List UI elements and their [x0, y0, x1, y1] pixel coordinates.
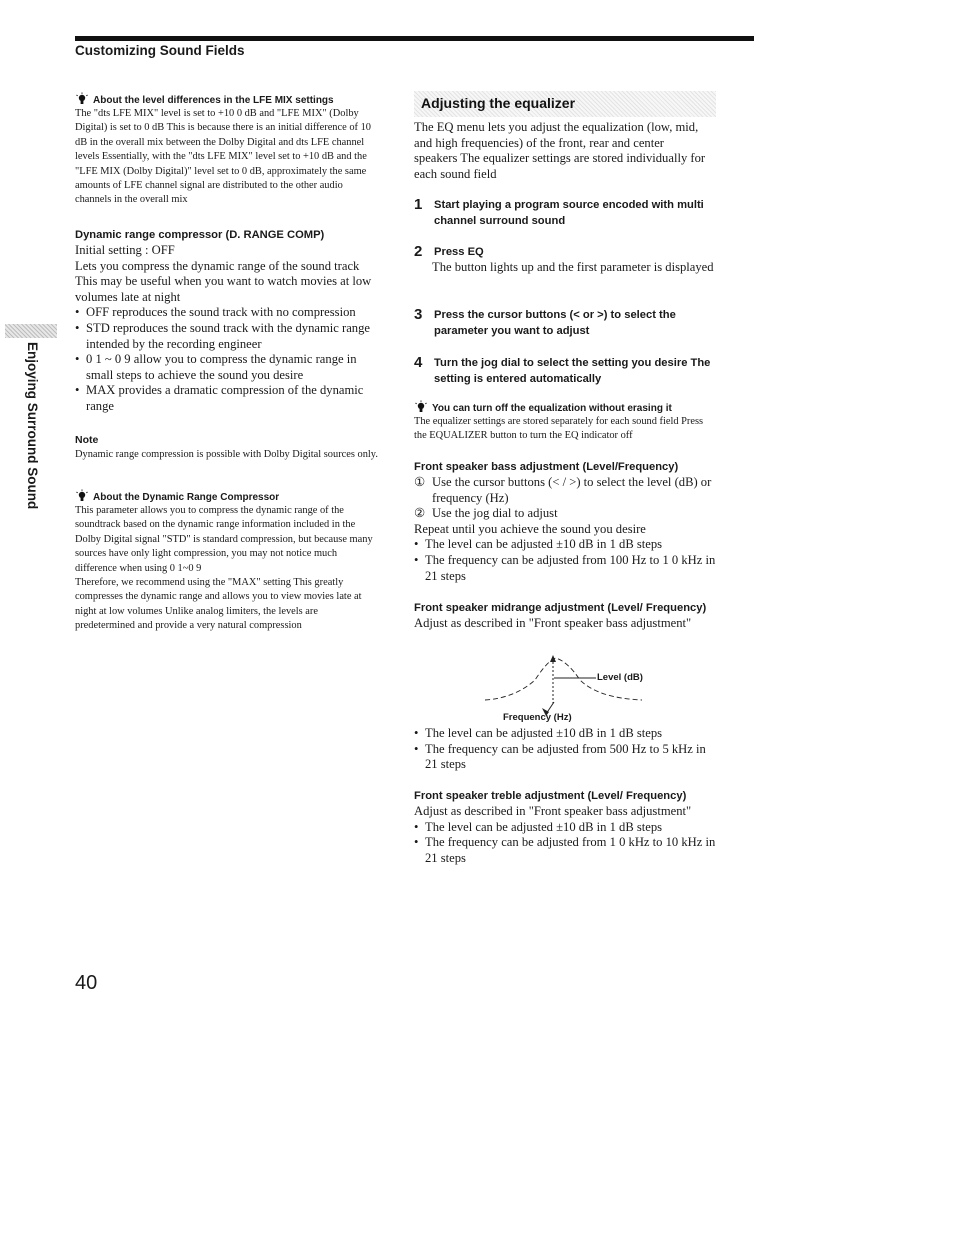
treble-section	[414, 789, 716, 866]
drc-body: Lets you compress the dynamic range of the sound track This may be useful when you want to watch movies at low volumes late at night	[75, 258, 372, 304]
treble-heading: Front speaker treble adjustment (Level/ Frequency)	[414, 790, 687, 802]
mid-heading: Front speaker midrange adjustment (Level/ Frequency)	[414, 602, 707, 614]
note-section	[75, 433, 380, 462]
eq-title-band	[414, 91, 716, 117]
list-item: • MAX provides a dramatic compression of the dynamic range	[75, 383, 364, 413]
note-heading: Note	[75, 434, 99, 446]
list-item: • The frequency can be adjusted from 500 Hz to 5 kHz in 21 steps	[414, 741, 706, 772]
drc-section	[75, 228, 380, 415]
tip-eq	[414, 400, 716, 444]
diagram-frequency-label: Frequency (Hz)	[503, 712, 572, 723]
list-item: • OFF reproduces the sound track with no compression	[75, 305, 356, 320]
side-tab	[25, 342, 42, 510]
tip-title: You can turn off the equalization without erasing it	[432, 403, 672, 414]
bass-repeat: Repeat until you achieve the sound you desire	[414, 521, 646, 536]
tip-body: This parameter allows you to compress the dynamic range of the soundtrack based on the dynamic range information included in the Dolby Digital signal "STD" is standard compression, but because many sources have only light compression, you may not notice much difference when using 0 1~0 9	[75, 505, 373, 574]
list-item: • The level can be adjusted ±10 dB in 1 dB steps	[414, 819, 663, 834]
drc-heading: Dynamic range compressor (D. RANGE COMP)	[75, 229, 325, 241]
list-item: • The level can be adjusted ±10 dB in 1 dB steps	[414, 537, 663, 552]
list-item: ② Use the jog dial to adjust	[414, 506, 558, 521]
side-tab-label: Enjoying Surround Sound	[25, 342, 40, 510]
note-body: Dynamic range compression is possible with Dolby Digital sources only.	[75, 449, 378, 460]
list-item: • The frequency can be adjusted from 1 0 kHz to 10 kHz in 21 steps	[414, 835, 716, 865]
list-item: • STD reproduces the sound track with the dynamic range intended by the recording engineer	[75, 320, 370, 351]
step-2: 2 Press EQ The button lights up and the first parameter is displayed	[414, 243, 714, 274]
section-title: Customizing Sound Fields	[75, 43, 245, 58]
treble-body: Adjust as described in "Front speaker bass adjustment"	[414, 804, 692, 818]
list-item: • The level can be adjusted ±10 dB in 1 dB steps	[414, 726, 663, 740]
drc-initial: Initial setting : OFF	[75, 243, 175, 257]
tip-body: The equalizer settings are stored separately for each sound field Press the EQUALIZER button to turn the EQ indicator off	[414, 416, 704, 442]
tip-body-2: Therefore, we recommend using the "MAX" setting This greatly compresses the dynamic range and allows you to view movies late at night at low volumes Unlike analog limiters, the levels are predetermined and provide a very natural compression	[75, 577, 362, 632]
tip-body: The "dts LFE MIX" level is set to +10 0 dB and "LFE MIX" (Dolby Digital) is set to 0 dB This is because there is an initial difference of 10 dB in the overall mix between the Dolby Digital and dts LFE channel levels Essentially, with the "dts LFE MIX" level set to +10 dB and the "LFE MIX (Dolby Digital)" level set to 0 dB, approximately the same amounts of LFE channel signal are distributed to the other audio channels in the overall mix	[75, 108, 371, 206]
tip-drc	[75, 489, 380, 634]
mid-section	[414, 601, 716, 632]
page-number: 40	[75, 972, 98, 994]
bass-heading: Front speaker bass adjustment (Level/Frequency)	[414, 461, 679, 473]
list-item: • The frequency can be adjusted from 100 Hz to 1 0 kHz in 21 steps	[414, 552, 716, 583]
bass-section	[414, 460, 716, 584]
eq-intro: The EQ menu lets you adjust the equalization (low, mid, and high frequencies) of the front, rear and center speakers The equalizer settings are stored individually for each sound field	[414, 120, 706, 181]
mid-body: Adjust as described in "Front speaker bass adjustment"	[414, 616, 692, 630]
lightbulb-icon	[414, 400, 428, 414]
mid-bullets	[414, 726, 716, 773]
side-tab-marker	[5, 324, 57, 338]
lightbulb-icon	[75, 92, 89, 106]
tip-title: About the Dynamic Range Compressor	[93, 492, 280, 503]
step-3: 3 Press the cursor buttons (< or >) to select the parameter you want to adjust	[414, 306, 676, 337]
list-item: • 0 1 ~ 0 9 allow you to compress the dynamic range in small steps to achieve the sound you desire	[75, 352, 357, 382]
step-1: 1 Start playing a program source encoded with multi channel surround sound	[414, 196, 704, 227]
diagram-level-label: Level (dB)	[597, 672, 643, 683]
step-4: 4 Turn the jog dial to select the setting you desire The setting is entered automatically	[414, 354, 711, 385]
tip-lfe	[75, 92, 380, 208]
tip-title: About the level differences in the LFE MIX settings	[93, 95, 334, 106]
page-title: Adjusting the equalizer	[421, 95, 576, 111]
header-rule	[75, 36, 754, 41]
list-item: ① Use the cursor buttons (< / >) to select the level (dB) or frequency (Hz)	[414, 475, 712, 505]
lightbulb-icon	[75, 489, 89, 503]
